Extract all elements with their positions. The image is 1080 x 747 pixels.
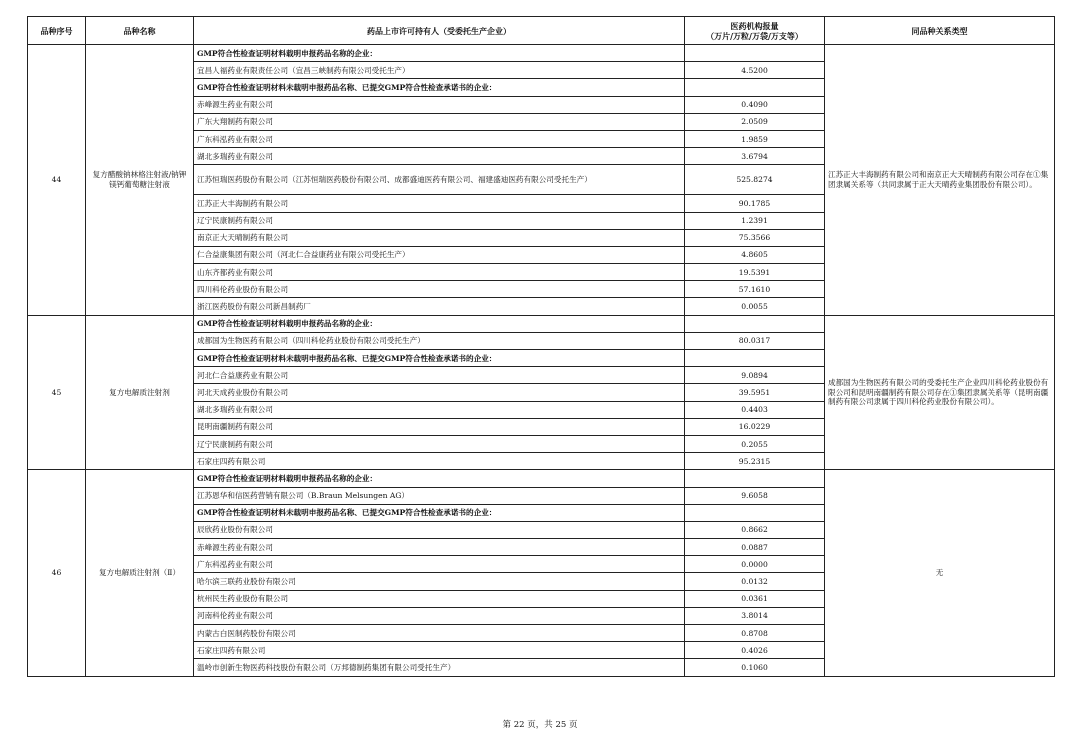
reported-quantity: 3.8014 xyxy=(685,607,825,624)
reported-quantity: 0.0000 xyxy=(685,556,825,573)
reported-quantity xyxy=(685,315,825,332)
company-name: 江苏恩华和信医药营销有限公司（B.Braun Melsungen AG） xyxy=(194,487,685,504)
subheader-row xyxy=(28,470,1055,487)
company-name: 湖北多瑞药业有限公司 xyxy=(194,148,685,165)
reported-quantity: 3.6794 xyxy=(685,148,825,165)
header-row xyxy=(28,17,1055,45)
reported-quantity: 4.5200 xyxy=(685,62,825,79)
table-body xyxy=(28,45,1055,677)
reported-quantity: 80.0317 xyxy=(685,332,825,349)
relation-type: 成都国为生物医药有限公司的受委托生产企业四川科伦药业股份有限公司和昆明南疆制药有限公司存在①集团隶属关系等（昆明南疆制药有限公司隶属于四川科伦药业股份有限公司）。 xyxy=(825,315,1055,470)
reported-quantity: 19.5391 xyxy=(685,264,825,281)
company-category-label: GMP符合性检查证明材料载明申报药品名称的企业： xyxy=(194,315,685,332)
company-name: 山东齐都药业有限公司 xyxy=(194,264,685,281)
company-name: 赤峰源生药业有限公司 xyxy=(194,539,685,556)
reported-quantity: 9.0894 xyxy=(685,367,825,384)
header-relation-type: 同品种关系类型 xyxy=(825,17,1055,45)
reported-quantity: 1.2391 xyxy=(685,212,825,229)
reported-quantity: 75.3566 xyxy=(685,229,825,246)
reported-quantity: 0.4090 xyxy=(685,96,825,113)
company-name: 河南科伦药业有限公司 xyxy=(194,607,685,624)
company-name: 广东科泓药业有限公司 xyxy=(194,556,685,573)
company-name: 赤峰源生药业有限公司 xyxy=(194,96,685,113)
reported-quantity: 2.0509 xyxy=(685,113,825,130)
variety-name: 复方电解质注射剂（Ⅱ） xyxy=(86,470,194,676)
variety-no: 45 xyxy=(28,315,86,470)
company-name: 成都国为生物医药有限公司（四川科伦药业股份有限公司受托生产） xyxy=(194,332,685,349)
variety-no: 46 xyxy=(28,470,86,676)
reported-quantity: 9.6058 xyxy=(685,487,825,504)
variety-name: 复方醋酸钠林格注射液/钠钾镁钙葡萄糖注射液 xyxy=(86,45,194,316)
reported-quantity: 0.0132 xyxy=(685,573,825,590)
company-name: 广东大翔制药有限公司 xyxy=(194,113,685,130)
reported-quantity: 0.8708 xyxy=(685,625,825,642)
page-number: 第 22 页，共 25 页 xyxy=(502,720,578,730)
reported-quantity: 0.4403 xyxy=(685,401,825,418)
reported-quantity: 0.4026 xyxy=(685,642,825,659)
variety-name: 复方电解质注射剂 xyxy=(86,315,194,470)
reported-quantity: 90.1785 xyxy=(685,195,825,212)
header-license-holder: 药品上市许可持有人（受委托生产企业） xyxy=(194,17,685,45)
reported-quantity: 16.0229 xyxy=(685,418,825,435)
company-name: 湖北多瑞药业有限公司 xyxy=(194,401,685,418)
company-name: 四川科伦药业股份有限公司 xyxy=(194,281,685,298)
subheader-row xyxy=(28,45,1055,62)
subheader-row xyxy=(28,315,1055,332)
reported-quantity: 0.0361 xyxy=(685,590,825,607)
relation-type: 江苏正大丰海制药有限公司和南京正大天晴制药有限公司存在①集团隶属关系等（共同隶属于正大天晴药业集团股份有限公司）。 xyxy=(825,45,1055,316)
company-name: 内蒙古白医制药股份有限公司 xyxy=(194,625,685,642)
reported-quantity: 0.8662 xyxy=(685,521,825,538)
company-name: 辰欣药业股份有限公司 xyxy=(194,521,685,538)
company-name: 江苏恒瑞医药股份有限公司（江苏恒瑞医药股份有限公司、成都盛迪医药有限公司、福建盛迪医药有限公司受托生产） xyxy=(194,165,685,195)
variety-no: 44 xyxy=(28,45,86,316)
company-name: 河北仁合益康药业有限公司 xyxy=(194,367,685,384)
company-name: 江苏正大丰海制药有限公司 xyxy=(194,195,685,212)
header-reported-quantity: 医药机构报量 （万片/万粒/万袋/万支等） xyxy=(685,17,825,45)
reported-quantity xyxy=(685,45,825,62)
company-name: 仁合益康集团有限公司（河北仁合益康药业有限公司受托生产） xyxy=(194,246,685,263)
company-name: 杭州民生药业股份有限公司 xyxy=(194,590,685,607)
company-category-label: GMP符合性检查证明材料未载明申报药品名称、已提交GMP符合性检查承诺书的企业： xyxy=(194,350,685,367)
reported-quantity xyxy=(685,470,825,487)
header-variety-no: 品种序号 xyxy=(28,17,86,45)
reported-quantity xyxy=(685,504,825,521)
company-category-label: GMP符合性检查证明材料载明申报药品名称的企业： xyxy=(194,45,685,62)
reported-quantity: 0.0055 xyxy=(685,298,825,315)
drug-quantity-table xyxy=(27,16,1055,677)
company-name: 石家庄四药有限公司 xyxy=(194,642,685,659)
company-category-label: GMP符合性检查证明材料未载明申报药品名称、已提交GMP符合性检查承诺书的企业： xyxy=(194,79,685,96)
reported-quantity: 1.9859 xyxy=(685,130,825,147)
company-name: 哈尔滨三联药业股份有限公司 xyxy=(194,573,685,590)
company-name: 广东科泓药业有限公司 xyxy=(194,130,685,147)
reported-quantity: 0.1060 xyxy=(685,659,825,676)
reported-quantity xyxy=(685,350,825,367)
reported-quantity: 0.0887 xyxy=(685,539,825,556)
company-category-label: GMP符合性检查证明材料未载明申报药品名称、已提交GMP符合性检查承诺书的企业： xyxy=(194,504,685,521)
reported-quantity: 57.1610 xyxy=(685,281,825,298)
company-name: 河北天成药业股份有限公司 xyxy=(194,384,685,401)
company-name: 昆明南疆制药有限公司 xyxy=(194,418,685,435)
company-name: 辽宁民康制药有限公司 xyxy=(194,435,685,452)
company-name: 辽宁民康制药有限公司 xyxy=(194,212,685,229)
reported-quantity: 4.8605 xyxy=(685,246,825,263)
company-name: 浙江医药股份有限公司新昌制药厂 xyxy=(194,298,685,315)
reported-quantity xyxy=(685,79,825,96)
reported-quantity: 0.2055 xyxy=(685,435,825,452)
company-name: 宜昌人福药业有限责任公司（宜昌三峡制药有限公司受托生产） xyxy=(194,62,685,79)
reported-quantity: 95.2315 xyxy=(685,453,825,470)
reported-quantity: 39.5951 xyxy=(685,384,825,401)
drug-table-page xyxy=(27,16,1055,677)
relation-type: 无 xyxy=(825,470,1055,676)
company-category-label: GMP符合性检查证明材料载明申报药品名称的企业： xyxy=(194,470,685,487)
company-name: 温岭市创新生物医药科技股份有限公司（万邦德制药集团有限公司受托生产） xyxy=(194,659,685,676)
company-name: 石家庄四药有限公司 xyxy=(194,453,685,470)
company-name: 南京正大天晴制药有限公司 xyxy=(194,229,685,246)
header-variety-name: 品种名称 xyxy=(86,17,194,45)
reported-quantity: 525.8274 xyxy=(685,165,825,195)
